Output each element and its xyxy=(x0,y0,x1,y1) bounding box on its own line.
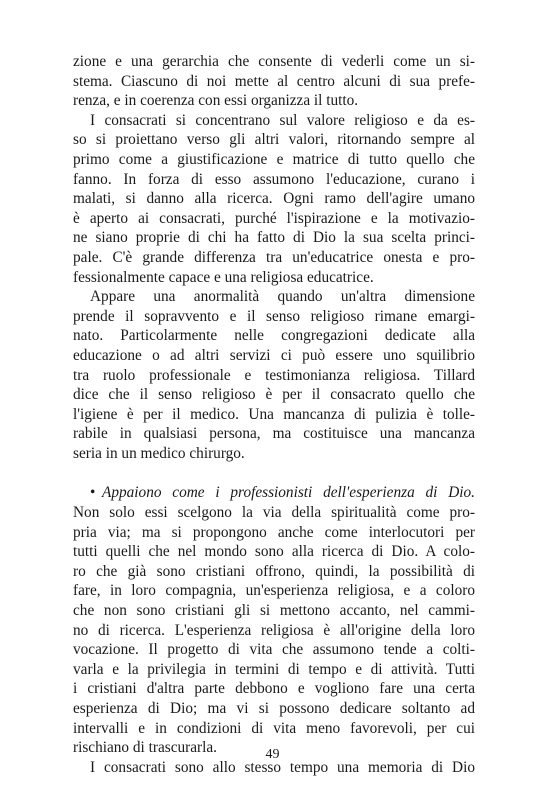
text-line: dice che il senso religioso è per il consacrato quello che xyxy=(73,386,475,404)
text-line: fanno. In forza di esso assumono l'educazione, curano i xyxy=(73,170,475,188)
text-line: zione e una gerarchia che consente di vederli come un si- xyxy=(73,53,475,70)
text-line: rischiano di trascurarla. xyxy=(73,739,217,757)
section-heading: Appaiono come i professionisti dell'esperienza di Dio. xyxy=(102,484,475,502)
text-line: Non solo essi scelgono la via della spiritualità come pro- xyxy=(73,504,475,522)
text-line: primo come a giustificazione e matrice di tutto quello che xyxy=(73,150,475,168)
bullet-marker: • xyxy=(90,484,96,502)
page-number: 49 xyxy=(265,747,280,762)
text-line: l'igiene è per il medico. Una mancanza di pulizia è tolle- xyxy=(73,405,475,423)
text-line: pria via; ma si propongono anche come interlocutori per xyxy=(73,523,475,541)
text-line: fessionalmente capace e una religiosa educatrice. xyxy=(73,268,374,286)
text-line: intervalli e in condizioni di vita meno favorevoli, per cui xyxy=(73,719,475,737)
paragraph xyxy=(73,111,475,287)
text-line: varla e la privilegia in termini di tempo e di attività. Tutti xyxy=(73,660,475,678)
text-line: no di ricerca. L'esperienza religiosa è all'origine della loro xyxy=(73,621,475,639)
text-line: stema. Ciascuno di noi mette al centro alcuni di sua prefe- xyxy=(73,72,475,90)
text-line: fare, in loro compagnia, un'esperienza religiosa, e a coloro xyxy=(73,582,475,600)
text-line: tra ruolo professionale e testimonianza religiosa. Tillard xyxy=(73,366,475,384)
text-line: renza, e in coerenza con essi organizza il tutto. xyxy=(73,92,359,110)
text-line: prende il sopravvento e il senso religioso rimane emargi- xyxy=(73,307,475,325)
text-line: Appare una anormalità quando un'altra dimensione xyxy=(90,288,475,306)
text-line: ne siano proprie di chi ha fatto di Dio la sua scelta princi- xyxy=(73,229,475,247)
text-line: seria in un medico chirurgo. xyxy=(73,444,245,462)
text-line: è aperto ai consacrati, purché l'ispirazione e la motivazio- xyxy=(73,209,475,227)
text-line: pale. C'è grande differenza tra un'educatrice onesta e pro- xyxy=(73,248,475,266)
text-line: tutti quelli che nel mondo sono alla ricerca di Dio. A colo- xyxy=(73,543,475,561)
text-line: esperienza di Dio; ma vi si possono dedicare soltanto ad xyxy=(73,700,475,717)
page-body xyxy=(73,52,475,777)
text-line: che non sono cristiani gli si mettono accanto, nel cammi- xyxy=(73,602,475,620)
text-line: i cristiani d'altra parte debbono e vogliono fare una certa xyxy=(73,680,475,698)
bullet-heading-line xyxy=(73,483,475,503)
text-line: ro che già sono cristiani offrono, quindi, la possibilità di xyxy=(73,562,475,580)
bulleted-paragraph xyxy=(73,483,475,757)
paragraph xyxy=(73,52,475,111)
text-line: I consacrati si concentrano sul valore religioso e da es- xyxy=(90,111,475,129)
text-line: rabile in qualsiasi persona, ma costituisce una mancanza xyxy=(73,425,475,443)
text-line: malati, si danno alla ricerca. Ogni ramo dell'agire umano xyxy=(73,190,475,208)
paragraph xyxy=(73,287,475,463)
text-line: so si proiettano verso gli altri valori, ritornando sempre al xyxy=(73,131,475,149)
text-line: nato. Particolarmente nelle congregazioni dedicate alla xyxy=(73,327,475,345)
text-line: vocazione. Il progetto di vita che assumono tende a colti- xyxy=(73,641,475,659)
text-line: educazione o ad altri servizi ci può essere uno squilibrio xyxy=(73,346,475,364)
text-line: I consacrati sono allo stesso tempo una memoria di Dio xyxy=(90,758,475,776)
paragraph-spacer xyxy=(73,463,475,483)
